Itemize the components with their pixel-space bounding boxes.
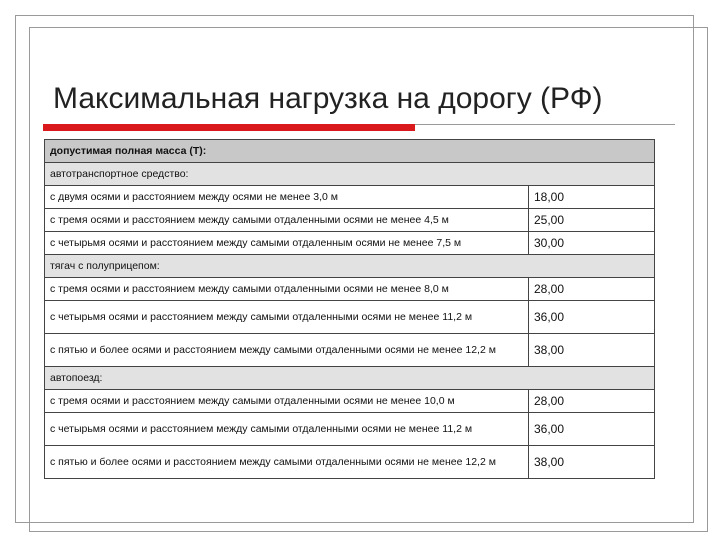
row-description: с тремя осями и расстоянием между самыми отдаленными осями не менее 4,5 м — [45, 209, 529, 232]
table-row — [45, 301, 655, 334]
table-row — [45, 413, 655, 446]
row-description: с пятью и более осями и расстоянием между самыми отдаленными осями не менее 12,2 м — [45, 334, 529, 367]
row-value: 36,00 — [529, 301, 655, 334]
row-value: 18,00 — [529, 186, 655, 209]
table-row — [45, 334, 655, 367]
row-description: с пятью и более осями и расстоянием между самыми отдаленными осями не менее 12,2 м — [45, 446, 529, 479]
row-value: 36,00 — [529, 413, 655, 446]
row-value: 38,00 — [529, 334, 655, 367]
row-value: 25,00 — [529, 209, 655, 232]
title-accent-bar — [43, 124, 415, 131]
section-title: автопоезд: — [45, 367, 655, 390]
load-limits-table — [44, 139, 655, 479]
row-description: с четырьмя осями и расстоянием между самыми отдаленными осями не менее 11,2 м — [45, 301, 529, 334]
section-title: тягач с полуприцепом: — [45, 255, 655, 278]
section-row — [45, 163, 655, 186]
table-header-cell: допустимая полная масса (Т): — [45, 140, 655, 163]
table-row — [45, 209, 655, 232]
table-row — [45, 186, 655, 209]
row-value: 28,00 — [529, 390, 655, 413]
section-row — [45, 255, 655, 278]
section-title: автотранспортное средство: — [45, 163, 655, 186]
row-value: 30,00 — [529, 232, 655, 255]
row-description: с четырьмя осями и расстоянием между самыми отдаленными осями не менее 11,2 м — [45, 413, 529, 446]
table-row — [45, 446, 655, 479]
slide-title: Максимальная нагрузка на дорогу (РФ) — [53, 82, 603, 115]
table-header-row — [45, 140, 655, 163]
table-row — [45, 232, 655, 255]
table-row — [45, 278, 655, 301]
row-description: с тремя осями и расстоянием между самыми отдаленными осями не менее 10,0 м — [45, 390, 529, 413]
row-description: с четырьмя осями и расстоянием между самыми отдаленным осями не менее 7,5 м — [45, 232, 529, 255]
row-value: 28,00 — [529, 278, 655, 301]
row-description: с двумя осями и расстоянием между осями не менее 3,0 м — [45, 186, 529, 209]
row-value: 38,00 — [529, 446, 655, 479]
row-description: с тремя осями и расстоянием между самыми отдаленными осями не менее 8,0 м — [45, 278, 529, 301]
table-row — [45, 390, 655, 413]
section-row — [45, 367, 655, 390]
